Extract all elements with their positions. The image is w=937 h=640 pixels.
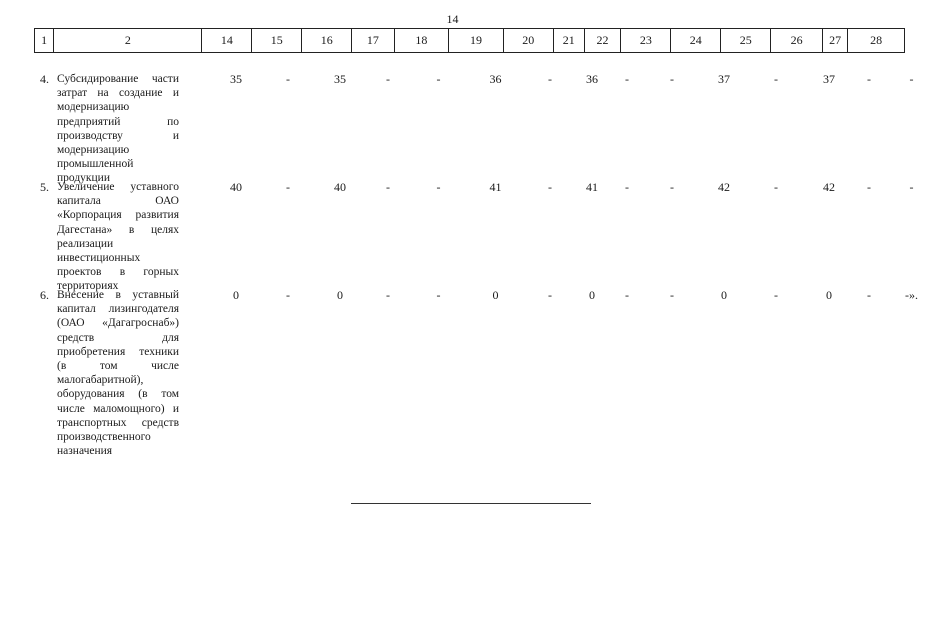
row-description: Субсидирование части затрат на создание и модернизацию предприятий по производству и модернизацию промышленной продукции [57, 73, 179, 185]
row-value: - [436, 288, 441, 302]
row-value: - [548, 72, 552, 86]
row-value: 35 [334, 72, 346, 86]
row-value: - [286, 288, 290, 302]
column-header-row [35, 29, 905, 53]
row-value: 0 [337, 288, 343, 302]
column-header-cell: 28 [848, 29, 905, 53]
column-header-cell: 20 [503, 29, 553, 53]
row-value: - [867, 288, 871, 302]
row-value: - [548, 288, 552, 302]
row-value: - [909, 180, 914, 194]
column-header-cell: 2 [54, 29, 202, 53]
row-value: -». [905, 288, 918, 302]
row-value: 42 [823, 180, 835, 194]
row-value: - [867, 72, 871, 86]
row-number: 4. [40, 72, 49, 86]
row-value: 0 [233, 288, 239, 302]
row-value: 35 [230, 72, 242, 86]
row-value: 40 [334, 180, 346, 194]
row-value: - [436, 72, 441, 86]
row-value: 40 [230, 180, 242, 194]
row-value: - [625, 288, 629, 302]
column-header-table [34, 28, 905, 53]
row-value: 36 [489, 72, 502, 86]
row-value: 37 [718, 72, 730, 86]
column-header-cell: 26 [771, 29, 823, 53]
row-value: 0 [721, 288, 727, 302]
row-description: Внесение в уставный капитал лизингодателя (ОАО «Дагагроснаб») средств для приобретения техники (в том числе малогабаритной), оборудования (в том числе маломощного) и транспортных средств производственного назначения [57, 289, 179, 458]
column-header-cell: 14 [202, 29, 252, 53]
column-header-cell: 22 [584, 29, 621, 53]
row-value: - [386, 288, 390, 302]
column-header-cell: 25 [721, 29, 771, 53]
row-value: - [774, 180, 778, 194]
row-value: - [625, 72, 629, 86]
column-header-cell: 21 [553, 29, 584, 53]
row-value: 37 [823, 72, 835, 86]
row-value: - [286, 72, 290, 86]
column-header-cell: 17 [352, 29, 394, 53]
column-header-cell: 27 [822, 29, 847, 53]
column-header-cell: 1 [35, 29, 54, 53]
row-value: - [670, 180, 674, 194]
row-description: Увеличение уставного капитала ОАО «Корпорация развития Дагестана» в целях реализации инвестиционных проектов в горных территориях [57, 181, 179, 293]
row-value: 41 [489, 180, 502, 194]
row-value: - [867, 180, 871, 194]
row-value: 42 [718, 180, 730, 194]
row-value: 0 [589, 288, 595, 302]
row-value: - [386, 180, 390, 194]
row-value: 0 [492, 288, 499, 302]
column-header-cell: 15 [252, 29, 302, 53]
row-number: 6. [40, 288, 49, 302]
column-header-cell: 16 [302, 29, 352, 53]
row-value: - [436, 180, 441, 194]
row-value: - [386, 72, 390, 86]
row-value: 41 [586, 180, 598, 194]
row-value: - [548, 180, 552, 194]
page-number: 14 [446, 12, 459, 26]
row-value: - [774, 288, 778, 302]
row-value: - [625, 180, 629, 194]
row-value: - [286, 180, 290, 194]
row-value: - [774, 72, 778, 86]
column-header-cell: 18 [394, 29, 449, 53]
column-header-cell: 23 [621, 29, 671, 53]
closing-line [351, 503, 591, 504]
row-value: 0 [826, 288, 832, 302]
row-value: - [909, 72, 914, 86]
row-number: 5. [40, 180, 49, 194]
column-header-cell: 24 [671, 29, 721, 53]
row-value: 36 [586, 72, 598, 86]
row-value: - [670, 72, 674, 86]
column-header-cell: 19 [449, 29, 504, 53]
row-value: - [670, 288, 674, 302]
